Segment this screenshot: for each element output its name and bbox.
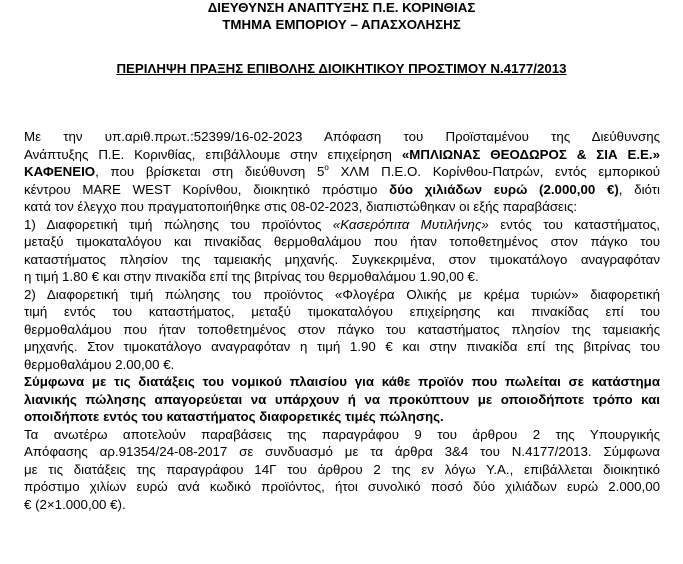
body-line: Τα ανωτέρω αποτελούν παραβάσεις της παραγράφου 9 του άρθρου 2 της Υπουργικής xyxy=(24,426,660,442)
body-line: καταστήματος πλησίον της ταμειακής μηχανής. Συγκεκριμένα, στον τιμοκατάλογο αναγραφόταν xyxy=(24,251,660,267)
body-line: τιμή εντός του καταστήματος, μεταξύ τιμοκαταλόγου επιχείρησης και πινακίδας επί του xyxy=(24,304,660,319)
body-text: 1) Διαφορετική τιμή πώλησης του προϊόντος xyxy=(24,216,333,232)
body-text: ΧΛΜ Π.Ε.Ο. Κορίνθου-Πατρών, εντός εμπορικού xyxy=(328,164,660,179)
body-line: € (2×1.000,00 €). xyxy=(24,496,126,512)
body-line xyxy=(24,216,660,234)
body-line xyxy=(24,146,660,164)
legal-framework-line: Σύμφωνα με τις διατάξεις του νομικού πλαισίου για κάθε προϊόν που πωλείται σε κατάστημα xyxy=(24,374,660,389)
body-line xyxy=(24,181,660,199)
body-line: η τιμή 1.80 € και στην πινακίδα επί της βιτρίνας του θερμοθαλάμου 1.90,00 €. xyxy=(24,269,479,284)
body-text: , που βρίσκεται στη διεύθυνση 5 xyxy=(95,164,325,179)
section-heading: ΤΜΗΜΑ ΕΜΠΟΡΙΟΥ – ΑΠΑΣΧΟΛΗΣΗΣ xyxy=(222,17,461,32)
superscript: ο xyxy=(324,163,329,172)
department-heading: ΔΙΕΥΘΥΝΣΗ ΑΝΑΠΤΥΞΗΣ Π.Ε. ΚΟΡΙΝΘΙΑΣ xyxy=(207,0,476,15)
body-text: Ανάπτυξης Π.Ε. Κορινθίας, επιβάλλουμε στην επιχείρηση xyxy=(24,146,402,162)
body-line: 2) Διαφορετική τιμή πώλησης του προϊόντος «Φλογέρα Ολικής με κρέμα τυριών» διαφορετική xyxy=(24,286,660,302)
document-title: ΠΕΡΙΛΗΨΗ ΠΡΑΞΗΣ ΕΠΙΒΟΛΗΣ ΔΙΟΙΚΗΤΙΚΟΥ ΠΡΟΣΤΙΜΟΥ Ν.4177/2013 xyxy=(116,61,567,76)
product-name: «Κασερόπιτα Μυτιλήνης» xyxy=(332,216,489,232)
body-text: , διότι xyxy=(618,181,660,197)
fine-amount: δύο χιλιάδων ευρώ (2.000,00 €) xyxy=(389,181,619,197)
body-line: Απόφασης αρ.91354/24-08-2017 σε συνδυασμό με τα άρθρα 3&4 του Ν.4177/2013. Σύμφωνα xyxy=(24,444,660,459)
body-text: εντός του καταστήματος, xyxy=(488,216,660,232)
document-body xyxy=(24,128,660,513)
body-line: μηχανής. Στον τιμοκατάλογο αναγραφόταν η τιμή 1.90 € και στην πινακίδα επί της βιτρίνας του xyxy=(24,339,660,354)
body-line: πρόστιμο χιλίων ευρώ ανά κωδικό προϊόντος, ήτοι συνολικό ποσό δύο χιλιάδων ευρώ 2.000,00 xyxy=(24,479,660,494)
business-type: ΚΑΦΕΝΕΙΟ xyxy=(24,164,96,179)
body-line: μεταξύ τιμοκαταλόγου και πινακίδας θερμοθαλάμου που ήταν τοποθετημένος στον πάγκο του xyxy=(24,234,660,249)
body-line: θερμοθαλάμου που ήταν τοποθετημένος στον πάγκο του καταστήματος πλησίον της ταμειακής xyxy=(24,321,660,337)
legal-framework-line: οποιδήποτε εντός του καταστήματος διαφορετικές τιμές πώλησης. xyxy=(24,409,444,424)
body-line: θερμοθαλάμου 2.00,00 €. xyxy=(24,356,175,372)
body-line xyxy=(24,163,660,181)
body-line: με τις διατάξεις της παραγράφου 14Γ του άρθρου 2 της εν λόγω Υ.Α., επιβάλλεται διοικητικό xyxy=(24,461,660,477)
body-line: κατά τον έλεγχο που πραγματοποιήθηκε στις 08-02-2023, διαπιστώθηκαν οι εξής παραβάσεις: xyxy=(24,199,578,214)
body-text: κέντρου MARE WEST Κορίνθου, διοικητικό πρόστιμο xyxy=(24,181,390,197)
body-line: Με την υπ.αριθ.πρωτ.:52399/16-02-2023 Απόφαση του Προϊσταμένου της Διεύθυνσης xyxy=(24,129,660,144)
company-name: «ΜΠΛΙΩΝΑΣ ΘΕΟΔΩΡΟΣ & ΣΙΑ Ε.Ε.» xyxy=(401,146,660,162)
legal-framework-line: λιανικής πώλησης απαγορεύεται να υπάρχουν ή να προκύπτουν με οποιοδήποτε τρόπο και xyxy=(24,391,660,407)
